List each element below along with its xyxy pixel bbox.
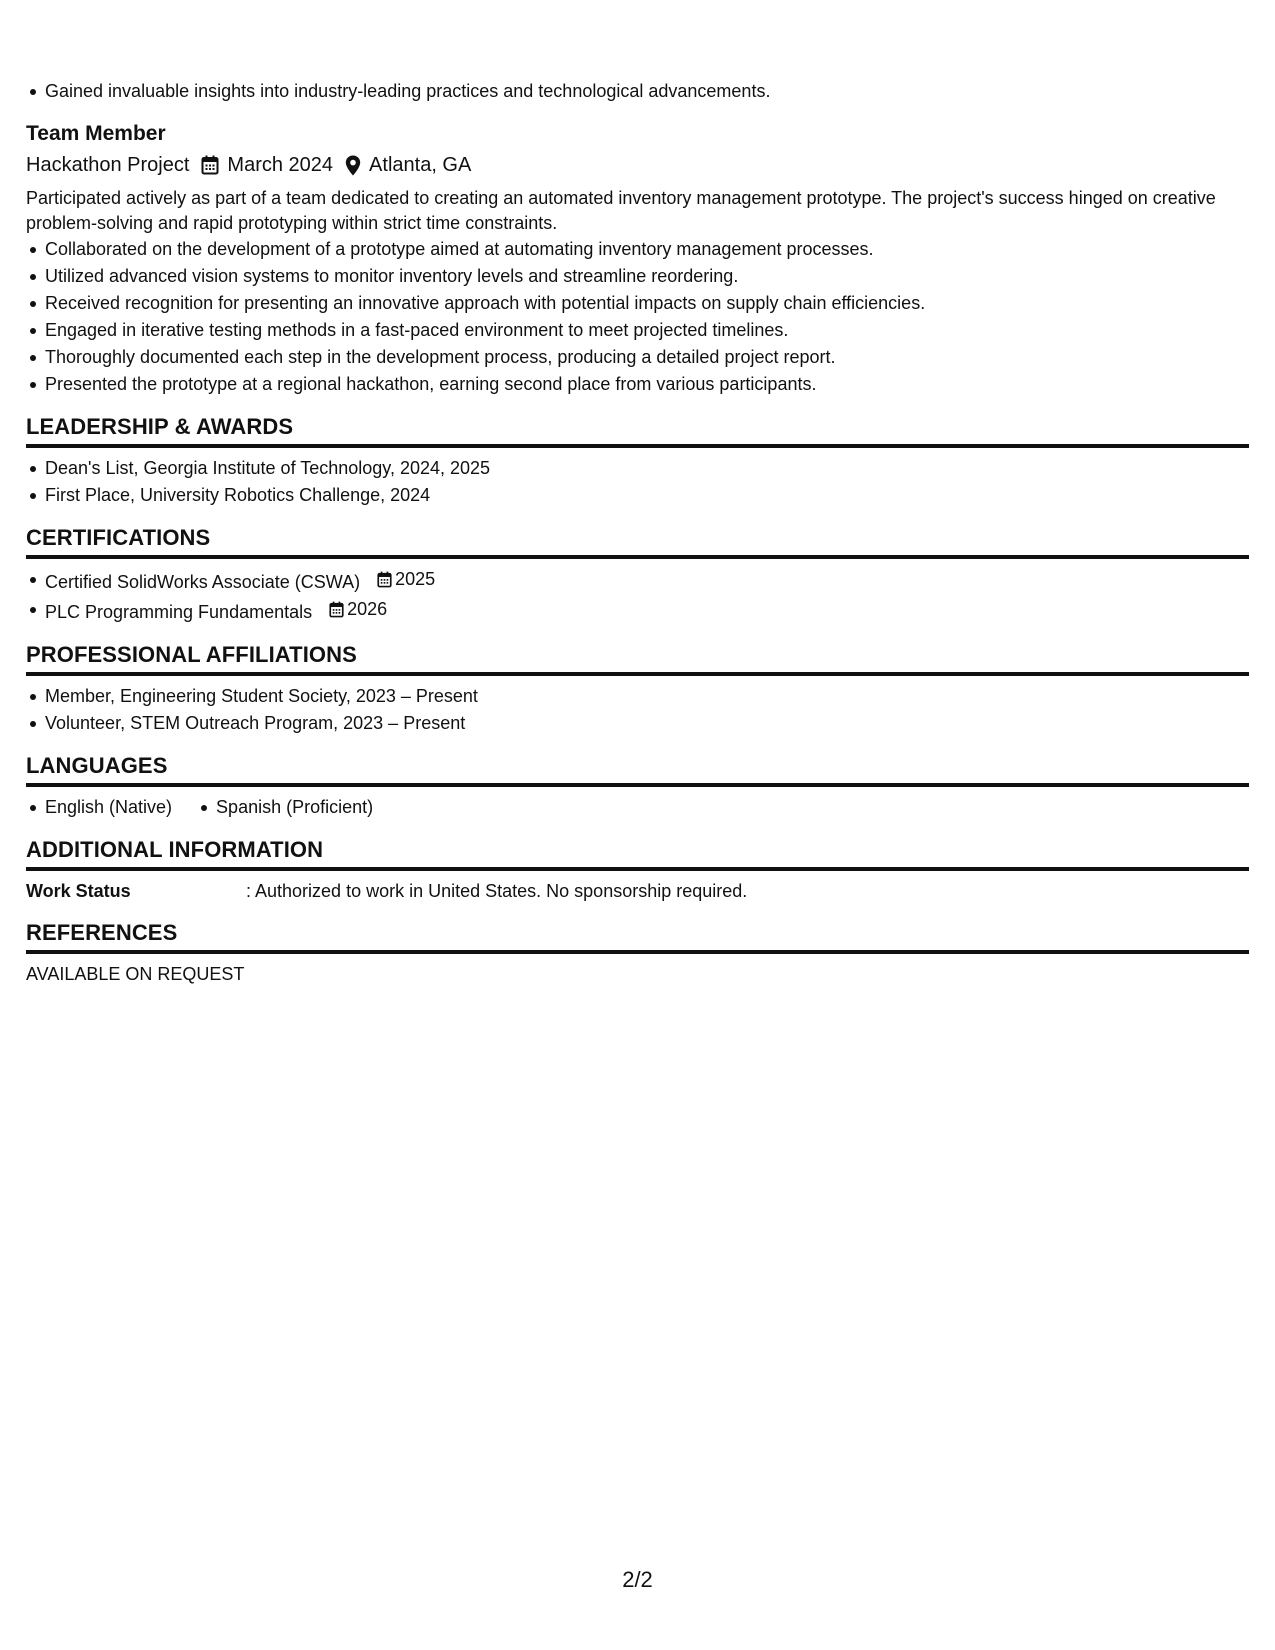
languages-list: [26, 794, 1249, 821]
bullet-item: Collaborated on the development of a prototype aimed at automating inventory management processes.: [45, 236, 1249, 263]
job-location: Atlanta, GA: [369, 154, 472, 176]
certification-year-group: [329, 596, 387, 623]
bullet-item: Engaged in iterative testing methods in a fast-paced environment to meet projected timelines.: [45, 317, 1249, 344]
job-description: Participated actively as part of a team dedicated to creating an automated inventory management prototype. The project's success hinged on creative problem-solving and rapid prototyping within strict time constraints.: [26, 188, 1216, 233]
leadership-section: [26, 413, 1249, 509]
experience-entry: [26, 119, 1249, 398]
resume-page-2: [26, 78, 1249, 987]
map-pin-icon: [345, 155, 361, 176]
organization-name: Hackathon Project: [26, 154, 190, 176]
section-heading: PROFESSIONAL AFFILIATIONS: [26, 641, 1249, 676]
references-text: AVAILABLE ON REQUEST: [26, 964, 245, 984]
calendar-icon: [201, 155, 219, 175]
section-heading: CERTIFICATIONS: [26, 524, 1249, 559]
languages-section: [26, 752, 1249, 821]
certification-year: 2026: [347, 599, 388, 619]
calendar-icon: [329, 601, 344, 618]
work-status-row: [26, 878, 1249, 904]
bullet-item: Thoroughly documented each step in the development process, producing a detailed project report.: [45, 344, 1249, 371]
affiliations-list: [26, 683, 1249, 737]
section-heading: REFERENCES: [26, 919, 1249, 954]
certification-item: [45, 566, 1249, 596]
certifications-section: [26, 524, 1249, 626]
job-title: Team Member: [26, 122, 166, 145]
section-heading: LEADERSHIP & AWARDS: [26, 413, 1249, 448]
calendar-icon: [377, 571, 392, 588]
section-heading: LANGUAGES: [26, 752, 1249, 787]
bullet-item: First Place, University Robotics Challenge, 2024: [45, 482, 1249, 509]
work-status-value: : Authorized to work in United States. No sponsorship required.: [246, 881, 748, 901]
leadership-list: [26, 455, 1249, 509]
additional-info-section: [26, 836, 1249, 904]
certification-name: PLC Programming Fundamentals: [45, 602, 313, 622]
job-meta: [26, 150, 1249, 180]
job-bullets: [26, 236, 1249, 398]
bullet-item: Volunteer, STEM Outreach Program, 2023 – Present: [45, 710, 1249, 737]
page-number: 2/2: [622, 1567, 653, 1592]
bullet-item: Dean's List, Georgia Institute of Technology, 2024, 2025: [45, 455, 1249, 482]
certification-year-group: [377, 566, 435, 593]
work-status-label: Work Status: [26, 881, 131, 901]
bullet-item: Utilized advanced vision systems to monitor inventory levels and streamline reordering.: [45, 263, 1249, 290]
language-item: Spanish (Proficient): [216, 794, 373, 821]
previous-entry-bullets: [26, 78, 1249, 105]
bullet-item: Presented the prototype at a regional hackathon, earning second place from various participants.: [45, 371, 1249, 398]
certification-year: 2025: [395, 569, 436, 589]
bullet-item: Member, Engineering Student Society, 2023 – Present: [45, 683, 1249, 710]
certification-item: [45, 596, 1249, 626]
job-date: March 2024: [227, 154, 334, 176]
bullet-item: Gained invaluable insights into industry-leading practices and technological advancements.: [45, 78, 1249, 105]
section-heading: ADDITIONAL INFORMATION: [26, 836, 1249, 871]
affiliations-section: [26, 641, 1249, 737]
language-item: English (Native): [45, 794, 172, 821]
certification-name: Certified SolidWorks Associate (CSWA): [45, 572, 361, 592]
bullet-item: Received recognition for presenting an innovative approach with potential impacts on supply chain efficiencies.: [45, 290, 1249, 317]
certifications-list: [26, 566, 1249, 626]
references-section: [26, 919, 1249, 987]
